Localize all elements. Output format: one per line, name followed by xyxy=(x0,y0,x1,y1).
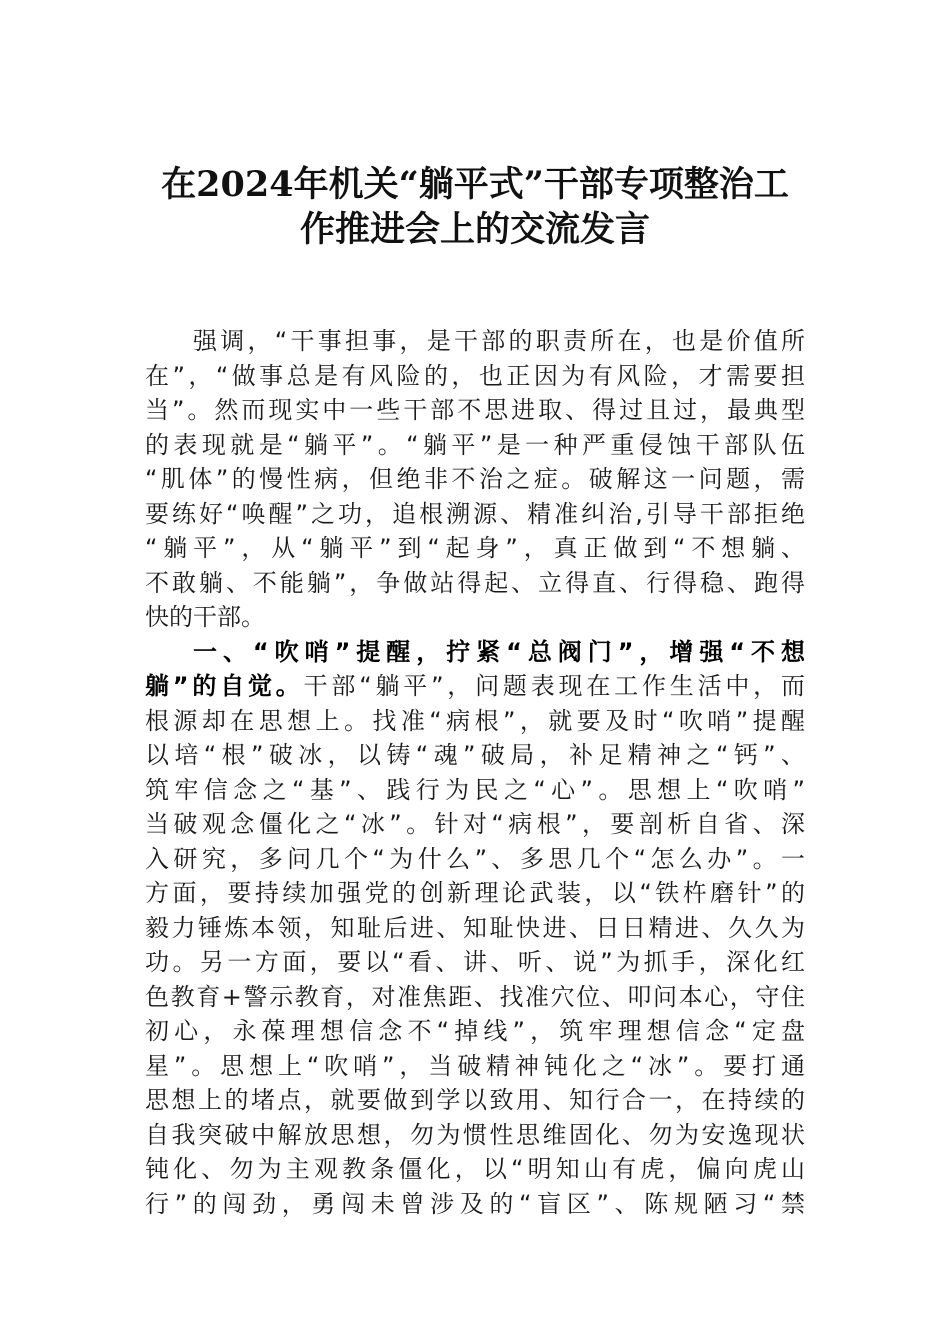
document-body xyxy=(145,324,805,1221)
paragraph-line: 以培“根”破冰，以铸“魂”破局，补足精神之“钙”、 xyxy=(145,741,805,769)
paragraph-line: “躺平”，从“躺平”到“起身”，真正做到“不想躺、 xyxy=(145,534,805,562)
paragraph-line: 钝化、勿为主观教条僵化，以“明知山有虎，偏向虎山 xyxy=(145,1155,805,1183)
paragraph-line: 方面，要持续加强党的创新理论武装，以“铁杵磨针”的 xyxy=(145,879,805,907)
paragraph-line xyxy=(145,669,805,704)
section-heading-tail: 躺”的自觉。 xyxy=(145,672,304,700)
paragraph-line: 色教育+警示教育，对准焦距、找准穴位、叩问本心，守住 xyxy=(145,982,805,1011)
paragraph-line: 在”，“做事总是有风险的，也正因为有风险，才需要担 xyxy=(145,361,805,390)
paragraph-line: 思想上的堵点，就要做到学以致用、知行合一，在持续的 xyxy=(145,1086,805,1114)
paragraph-line: 行”的闯劲，勇闯未曾涉及的“盲区”、陈规陋习“禁 xyxy=(145,1189,805,1218)
paragraph-line: 当”。然而现实中一些干部不思进取、得过且过，最典型 xyxy=(145,396,805,424)
paragraph-line: “肌体”的慢性病，但绝非不治之症。破解这一问题，需 xyxy=(145,465,805,493)
paragraph-line: 不敢躺、不能躺”，争做站得起、立得直、行得稳、跑得 xyxy=(145,568,805,597)
paragraph-line: 星”。思想上“吹哨”，当破精神钝化之“冰”。要打通 xyxy=(145,1051,805,1080)
paragraph-line: 入研究，多问几个“为什么”、多思几个“怎么办”。一 xyxy=(145,844,805,873)
paragraph-line: 毅力锤炼本领，知耻后进、知耻快进、日日精进、久久为 xyxy=(145,913,805,942)
paragraph-line: 快的干部。 xyxy=(145,603,265,631)
paragraph-line: 强调，“干事担事，是干部的职责所在，也是价值所 xyxy=(193,327,805,355)
paragraph-line: 自我突破中解放思想，勿为惯性思维固化、勿为安逸现状 xyxy=(145,1120,805,1149)
document-title-line-2: 作推进会上的交流发言 xyxy=(299,209,650,250)
document-title-line-1: 在2024年机关“躺平式”干部专项整治工 xyxy=(161,164,789,205)
paragraph-line: 筑牢信念之“基”、践行为民之“心”。思想上“吹哨” xyxy=(145,775,805,804)
paragraph-line: 根源却在思想上。找准“病根”，就要及时“吹哨”提醒 xyxy=(145,706,805,735)
paragraph-line: 要练好“唤醒”之功，追根溯源、精准纠治,引导干部拒绝 xyxy=(145,499,805,528)
paragraph-line: 当破观念僵化之“冰”。针对“病根”，要剖析自省、深 xyxy=(145,810,805,838)
paragraph-line: 的表现就是“躺平”。“躺平”是一种严重侵蚀干部队伍 xyxy=(145,430,805,459)
paragraph-text: 干部“躺平”，问题表现在工作生活中，而 xyxy=(303,672,805,700)
section-heading: 一、“吹哨”提醒，拧紧“总阀门”，增强“不想 xyxy=(193,637,805,666)
paragraph-line: 功。另一方面，要以“看、讲、听、说”为抓手，深化红 xyxy=(145,948,805,976)
paragraph-line: 初心，永葆理想信念不“掉线”，筑牢理想信念“定盘 xyxy=(145,1017,805,1045)
